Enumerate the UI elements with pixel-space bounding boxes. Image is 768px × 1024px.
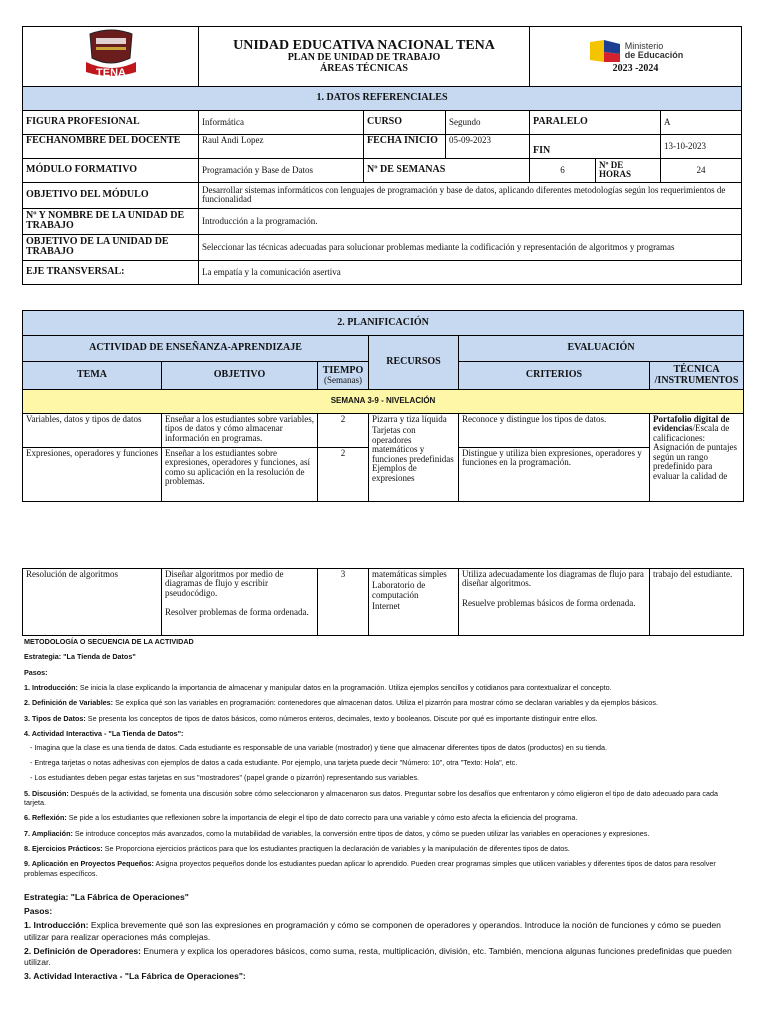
recurso-item: Laboratorio de computación bbox=[372, 580, 426, 600]
row3-criterio2: Resuelve problemas básicos de forma ordenada. bbox=[462, 597, 636, 608]
paralelo-value: A bbox=[661, 110, 742, 134]
row3-objetivo2: Resolver problemas de forma ordenada. bbox=[165, 607, 309, 618]
semana-banner: SEMANA 3-9 - NIVELACIÓN bbox=[23, 390, 744, 414]
estrategia-2: Estrategia: "La Fábrica de Operaciones" bbox=[24, 892, 189, 903]
row1-criterio: Reconoce y distingue los tipos de datos. bbox=[459, 414, 650, 448]
tecnica-header: TÉCNICA /INSTRUMENTOS bbox=[650, 362, 744, 390]
unidad-value: Introducción a la programación. bbox=[199, 208, 742, 234]
objetivo-modulo-label: OBJETIVO DEL MÓDULO bbox=[23, 182, 199, 208]
row3-criterio-cell bbox=[459, 569, 650, 636]
recurso-item: Pizarra y tiza líquida bbox=[372, 414, 447, 424]
estrategia-1: Estrategia: "La Tienda de Datos" bbox=[24, 652, 136, 662]
row1-tiempo: 2 bbox=[318, 414, 369, 448]
criterios-header: CRITERIOS bbox=[459, 362, 650, 390]
section-title-datos: 1. DATOS REFERENCIALES bbox=[23, 86, 742, 110]
fecha-inicio-label: FECHA INICIO bbox=[364, 134, 446, 158]
row3-tecnica: trabajo del estudiante. bbox=[650, 569, 744, 636]
eje-value: La empatía y la comunicación asertiva bbox=[199, 260, 742, 284]
horas-label: Nº DE HORAS bbox=[596, 158, 661, 182]
semanas-label: Nº DE SEMANAS bbox=[364, 158, 530, 182]
objetivo-unidad-label: OBJETIVO DE LA UNIDAD DE TRABAJO bbox=[23, 234, 199, 260]
curso-label: CURSO bbox=[364, 110, 446, 134]
paso-4a: - Imagina que la clase es una tienda de datos. Cada estudiante es responsable de una variable (mostrador) y tiene que almacenar diferentes tipos de datos (productos) en su tienda. bbox=[30, 742, 607, 752]
tiempo-label: TIEMPO bbox=[322, 364, 364, 376]
row3-tiempo: 3 bbox=[318, 569, 369, 636]
paso-9: 9. Aplicación en Proyectos Pequeños: Asigna proyectos pequeños donde los estudiantes puedan aplicar lo aprendido. Pueden crear programas simples que utilicen variables y diferentes tipos de datos para resolver problemas específicos. bbox=[24, 859, 716, 878]
tema-header: TEMA bbox=[23, 362, 162, 390]
recursos-header: RECURSOS bbox=[369, 336, 459, 390]
recurso-item: matemáticas simples bbox=[372, 569, 447, 579]
planificacion-continuation-table bbox=[22, 568, 744, 636]
docente-value: Raul Andi Lopez bbox=[199, 134, 364, 158]
actividad-header: ACTIVIDAD DE ENSEÑANZA-APRENDIZAJE bbox=[23, 336, 369, 362]
paso-4b: - Entrega tarjetas o notas adhesivas con ejemplos de datos a cada estudiante. Por ejemplo, una tarjeta puede decir "Número: 10", otra "Texto: Hola", etc. bbox=[30, 757, 518, 767]
row2-objetivo: Enseñar a los estudiantes sobre expresiones, operadores y funciones, así como su aplicación en la resolución de problemas. bbox=[162, 448, 318, 502]
modulo-value: Programación y Base de Datos bbox=[199, 158, 364, 182]
row3-objetivo-cell bbox=[162, 569, 318, 636]
objetivo-modulo-value: Desarrollar sistemas informáticos con lenguajes de programación y base de datos, aplicando diferentes metodologías según los requerimientos de funcionalidad bbox=[199, 182, 742, 208]
ministry-flag-icon bbox=[588, 38, 622, 64]
svg-text:TENA: TENA bbox=[95, 67, 126, 79]
recurso-item: Ejemplos de expresiones bbox=[372, 463, 417, 483]
school-year: 2023 -2024 bbox=[612, 63, 659, 75]
ministry-block bbox=[530, 27, 742, 87]
section-title-planificacion: 2. PLANIFICACIÓN bbox=[23, 311, 744, 336]
fin-value: 13-10-2023 bbox=[661, 134, 742, 158]
row1-objetivo: Enseñar a los estudiantes sobre variables, tipos de datos y cómo almacenar información en programas. bbox=[162, 414, 318, 448]
tiempo-sub: (Semanas) bbox=[324, 375, 362, 386]
figura-value: Informática bbox=[199, 110, 364, 134]
figura-label: FIGURA PROFESIONAL bbox=[23, 110, 199, 134]
ministry-line2: de Educación bbox=[624, 50, 684, 61]
tecnica-rest: /Escala de calificaciones: Asignación de puntajes según un rango predefinido para evaluar la calidad de bbox=[653, 423, 737, 481]
paso-8: 8. Ejercicios Prácticos: Se Proporciona ejercicios prácticos para que los estudiantes practiquen la declaración de variables y la manipulación de diferentes tipos de datos. bbox=[24, 844, 570, 854]
paso-2-2: 2. Definición de Operadores: Enumera y explica los operadores básicos, como suma, resta, multiplicación, división, etc. También, menciona algunas funciones predefinidas que pueden utilizar. bbox=[24, 945, 732, 967]
tecnica-bold: Portafolio digital de evidencias bbox=[653, 414, 730, 434]
metodologia-title: METODOLOGÍA O SECUENCIA DE LA ACTIVIDAD bbox=[24, 637, 194, 646]
curso-value: Segundo bbox=[446, 110, 530, 134]
row1-tema: Variables, datos y tipos de datos bbox=[23, 414, 162, 448]
eje-label: EJE TRANSVERSAL: bbox=[23, 260, 199, 284]
paso-2: 2. Definición de Variables: Se explica qué son las variables en programación: contenedores que almacenan datos. Utiliza el pizarrón para mostrar cómo se declaran variables y da ejemplos básicos. bbox=[24, 698, 659, 708]
plan-title: PLAN DE UNIDAD DE TRABAJO bbox=[287, 52, 441, 64]
school-name: UNIDAD EDUCATIVA NACIONAL TENA bbox=[233, 37, 495, 53]
row3-objetivo: Diseñar algoritmos por medio de diagramas de flujo y escribir pseudocódigo. bbox=[165, 569, 284, 598]
recurso-item: Tarjetas con operadores bbox=[372, 425, 416, 445]
modulo-label: MÓDULO FORMATIVO bbox=[23, 158, 199, 182]
estrategia-2-block bbox=[24, 892, 736, 982]
paso-7: 7. Ampliación: Se introduce conceptos más avanzados, como la mutabilidad de variables, la conversión entre tipos de datos, y cómo se pueden utilizar las variables en operaciones y expresiones. bbox=[24, 828, 650, 838]
pasos-label-2: Pasos: bbox=[24, 906, 53, 917]
unidad-label: Nº Y NOMBRE DE LA UNIDAD DE TRABAJO bbox=[23, 208, 199, 234]
school-crest-icon bbox=[76, 28, 146, 80]
recursos-cell-b bbox=[369, 569, 459, 636]
row3-criterio: Utiliza adecuadamente los diagramas de flujo para diseñar algoritmos. bbox=[462, 569, 644, 589]
paso-5: 5. Discusión: Después de la actividad, se fomenta una discusión sobre cómo seleccionaron y almacenaron sus datos. Preguntar sobre los desafíos que enfrentaron y cómo eligieron el tipo de dato adecuado para cada tarjeta. bbox=[24, 788, 719, 807]
paso-2-3: 3. Actividad Interactiva - "La Fábrica de Operaciones": bbox=[24, 971, 246, 982]
school-logo bbox=[23, 27, 199, 87]
datos-referenciales-table bbox=[22, 26, 742, 285]
tecnica-cell bbox=[650, 414, 744, 502]
tiempo-header bbox=[318, 362, 369, 390]
recursos-cell-a bbox=[369, 414, 459, 502]
row3-tema: Resolución de algoritmos bbox=[23, 569, 162, 636]
row2-criterio: Distingue y utiliza bien expresiones, operadores y funciones en la programación. bbox=[459, 448, 650, 502]
evaluacion-header: EVALUACIÓN bbox=[459, 336, 744, 362]
paso-3: 3. Tipos de Datos: Se presenta los conceptos de tipos de datos básicos, como números enteros, decimales, texto y booleanos. Discute por qué es importante distinguir entre ellos. bbox=[24, 713, 598, 723]
planificacion-table bbox=[22, 310, 744, 502]
paso-1: 1. Introducción: Se inicia la clase explicando la importancia de almacenar y manipular datos en la programación. Utiliza ejemplos sencillos y cotidianos para contextualizar el concepto. bbox=[24, 683, 612, 693]
semanas-value: 6 bbox=[530, 158, 596, 182]
paso-2-1: 1. Introducción: Explica brevemente qué son las expresiones en programación y cómo se componen de operadores y operandos. Introduce la noción de funciones y cómo se pueden utilizar para realizar operaciones más complejas. bbox=[24, 920, 721, 942]
paso-4: 4. Actividad Interactiva - "La Tienda de Datos": bbox=[24, 729, 184, 739]
paso-4c: - Los estudiantes deben pegar estas tarjetas en sus "mostradores" (papel grande o pizarrón) representando sus variables. bbox=[30, 773, 420, 783]
row2-tema: Expresiones, operadores y funciones bbox=[23, 448, 162, 502]
paralelo-label: PARALELO bbox=[530, 110, 661, 134]
fecha-inicio-value: 05-09-2023 bbox=[446, 134, 530, 158]
recurso-item: Internet bbox=[372, 601, 400, 612]
horas-value: 24 bbox=[661, 158, 742, 182]
docente-label: FECHANOMBRE DEL DOCENTE bbox=[23, 134, 199, 158]
objetivo-header: OBJETIVO bbox=[162, 362, 318, 390]
recurso-item: matemáticos y funciones predefinidas bbox=[372, 444, 454, 464]
pasos-label: Pasos: bbox=[24, 667, 48, 677]
header-title-block bbox=[199, 27, 530, 87]
ministry-line1: Ministerio bbox=[624, 40, 664, 51]
metodologia-section bbox=[24, 637, 736, 985]
row2-tiempo: 2 bbox=[318, 448, 369, 502]
paso-6: 6. Reflexión: Se pide a los estudiantes que reflexionen sobre la importancia de elegir el tipo de dato correcto para una variable y cómo esto afecta la eficiencia del programa. bbox=[24, 813, 578, 823]
areas-title: ÁREAS TÉCNICAS bbox=[320, 62, 408, 74]
objetivo-unidad-value: Seleccionar las técnicas adecuadas para solucionar problemas mediante la codificación y representación de algoritmos y programas bbox=[199, 234, 742, 260]
fin-label: FIN bbox=[530, 134, 661, 158]
